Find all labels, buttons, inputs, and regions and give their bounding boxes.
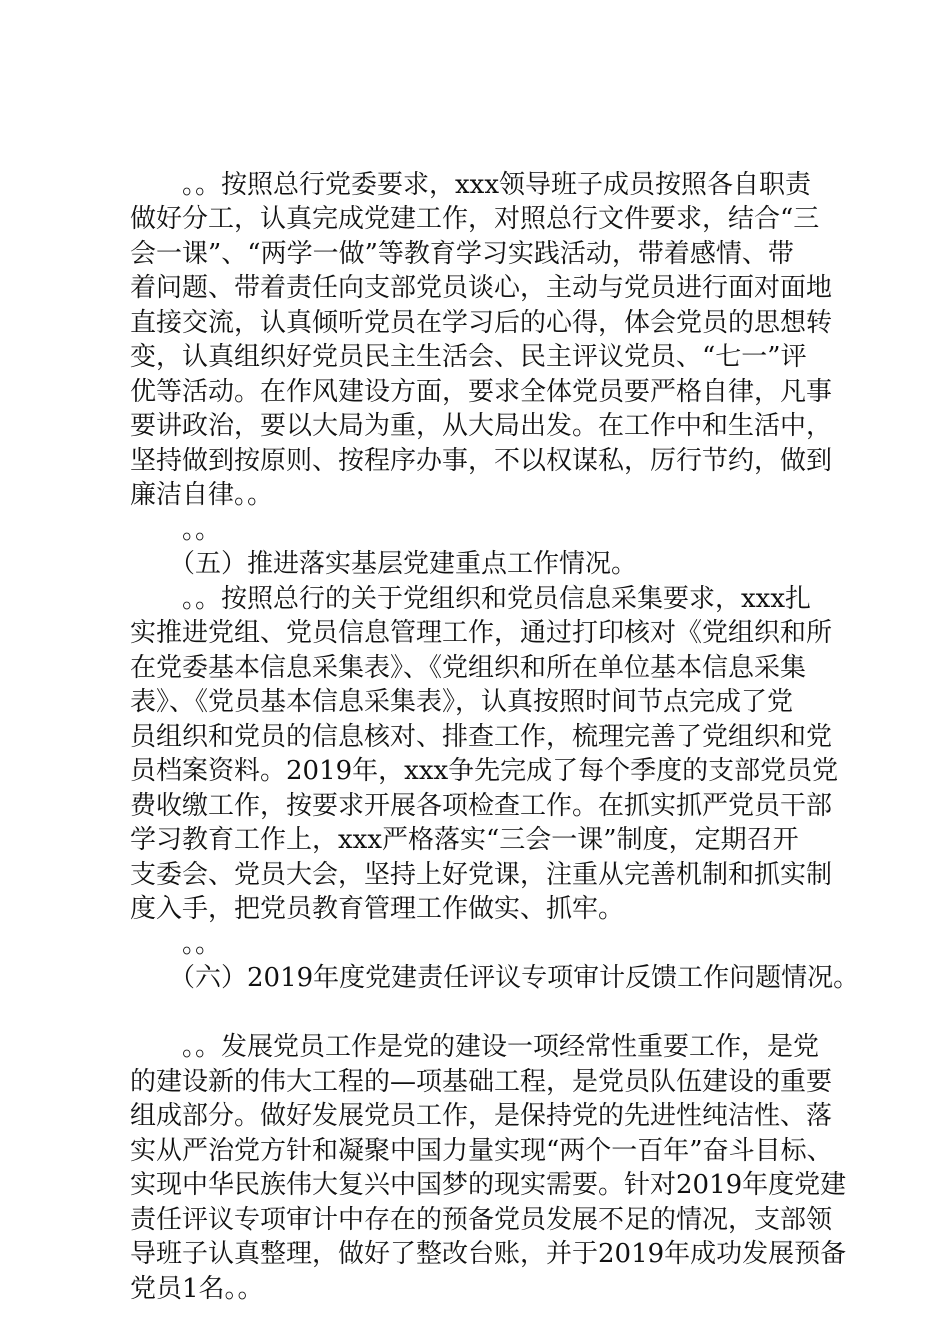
text-line: 变，认真组织好党员民主生活会、民主评议党员、“七一”评 bbox=[130, 342, 807, 372]
text-line: 责任评议专项审计中存在的预备党员发展不足的情况，支部领 bbox=[130, 1205, 833, 1235]
section-heading: （六）2019年度党建责任评议专项审计反馈工作问题情况。 bbox=[130, 963, 860, 993]
text-line: 党员1名。。 bbox=[130, 1274, 264, 1304]
text-line: 实从严治党方针和凝聚中国力量实现“两个一百年”奋斗目标、 bbox=[130, 1136, 833, 1166]
text-line: 实推进党组、党员信息管理工作，通过打印核对《党组织和所 bbox=[130, 618, 833, 648]
text-line: 实现中华民族伟大复兴中国梦的现实需要。针对2019年度党建 bbox=[130, 1170, 847, 1200]
text-line: 员档案资料。2019年，xxx争先完成了每个季度的支部党员党 bbox=[130, 756, 839, 786]
text-line: 在党委基本信息采集表》、《党组织和所在单位基本信息采集 bbox=[130, 653, 807, 683]
section-heading: （五）推进落实基层党建重点工作情况。 bbox=[130, 549, 638, 579]
text-line: 组成部分。做好发展党员工作，是保持党的先进性纯洁性、落 bbox=[130, 1101, 833, 1131]
text-line: 导班子认真整理，做好了整改台账，并于2019年成功发展预备 bbox=[130, 1239, 847, 1269]
text-line: 员组织和党员的信息核对、排查工作，梳理完善了党组织和党 bbox=[130, 722, 833, 752]
text-line: 学习教育工作上，xxx严格落实“三会一课”制度，定期召开 bbox=[130, 825, 799, 855]
text-line: 要讲政治，要以大局为重，从大局出发。在工作中和生活中， bbox=[130, 411, 833, 441]
text-line: 会一课”、“两学一做”等教育学习实践活动，带着感情、带 bbox=[130, 239, 794, 269]
text-line: 。。 bbox=[130, 929, 222, 959]
text-line: 廉洁自律。。 bbox=[130, 480, 274, 510]
text-line: 坚持做到按原则、按程序办事，不以权谋私，厉行节约，做到 bbox=[130, 446, 833, 476]
text-line: 着问题、带着责任向支部党员谈心，主动与党员进行面对面地 bbox=[130, 273, 833, 303]
text-line: 直接交流，认真倾听党员在学习后的心得，体会党员的思想转 bbox=[130, 308, 833, 338]
text-line: 。。发展党员工作是党的建设一项经常性重要工作，是党 bbox=[130, 1032, 820, 1062]
text-line: 。。 bbox=[130, 515, 222, 545]
text-line: 支委会、党员大会，坚持上好党课，注重从完善机制和抓实制 bbox=[130, 860, 833, 890]
text-line: 的建设新的伟大工程的—项基础工程，是党员队伍建设的重要 bbox=[130, 1067, 833, 1097]
text-line: 费收缴工作，按要求开展各项检查工作。在抓实抓严党员干部 bbox=[130, 791, 833, 821]
text-line: 做好分工，认真完成党建工作，对照总行文件要求，结合“三 bbox=[130, 204, 820, 234]
text-line: 度入手，把党员教育管理工作做实、抓牢。 bbox=[130, 894, 625, 924]
text-line: 表》、《党员基本信息采集表》，认真按照时间节点完成了党 bbox=[130, 687, 794, 717]
text-line: 。。按照总行的关于党组织和党员信息采集要求，xxx扎 bbox=[130, 584, 811, 614]
text-line: 优等活动。在作风建设方面，要求全体党员要严格自律，凡事 bbox=[130, 377, 833, 407]
text-line: 。。按照总行党委要求，xxx领导班子成员按照各自职责 bbox=[130, 170, 811, 200]
